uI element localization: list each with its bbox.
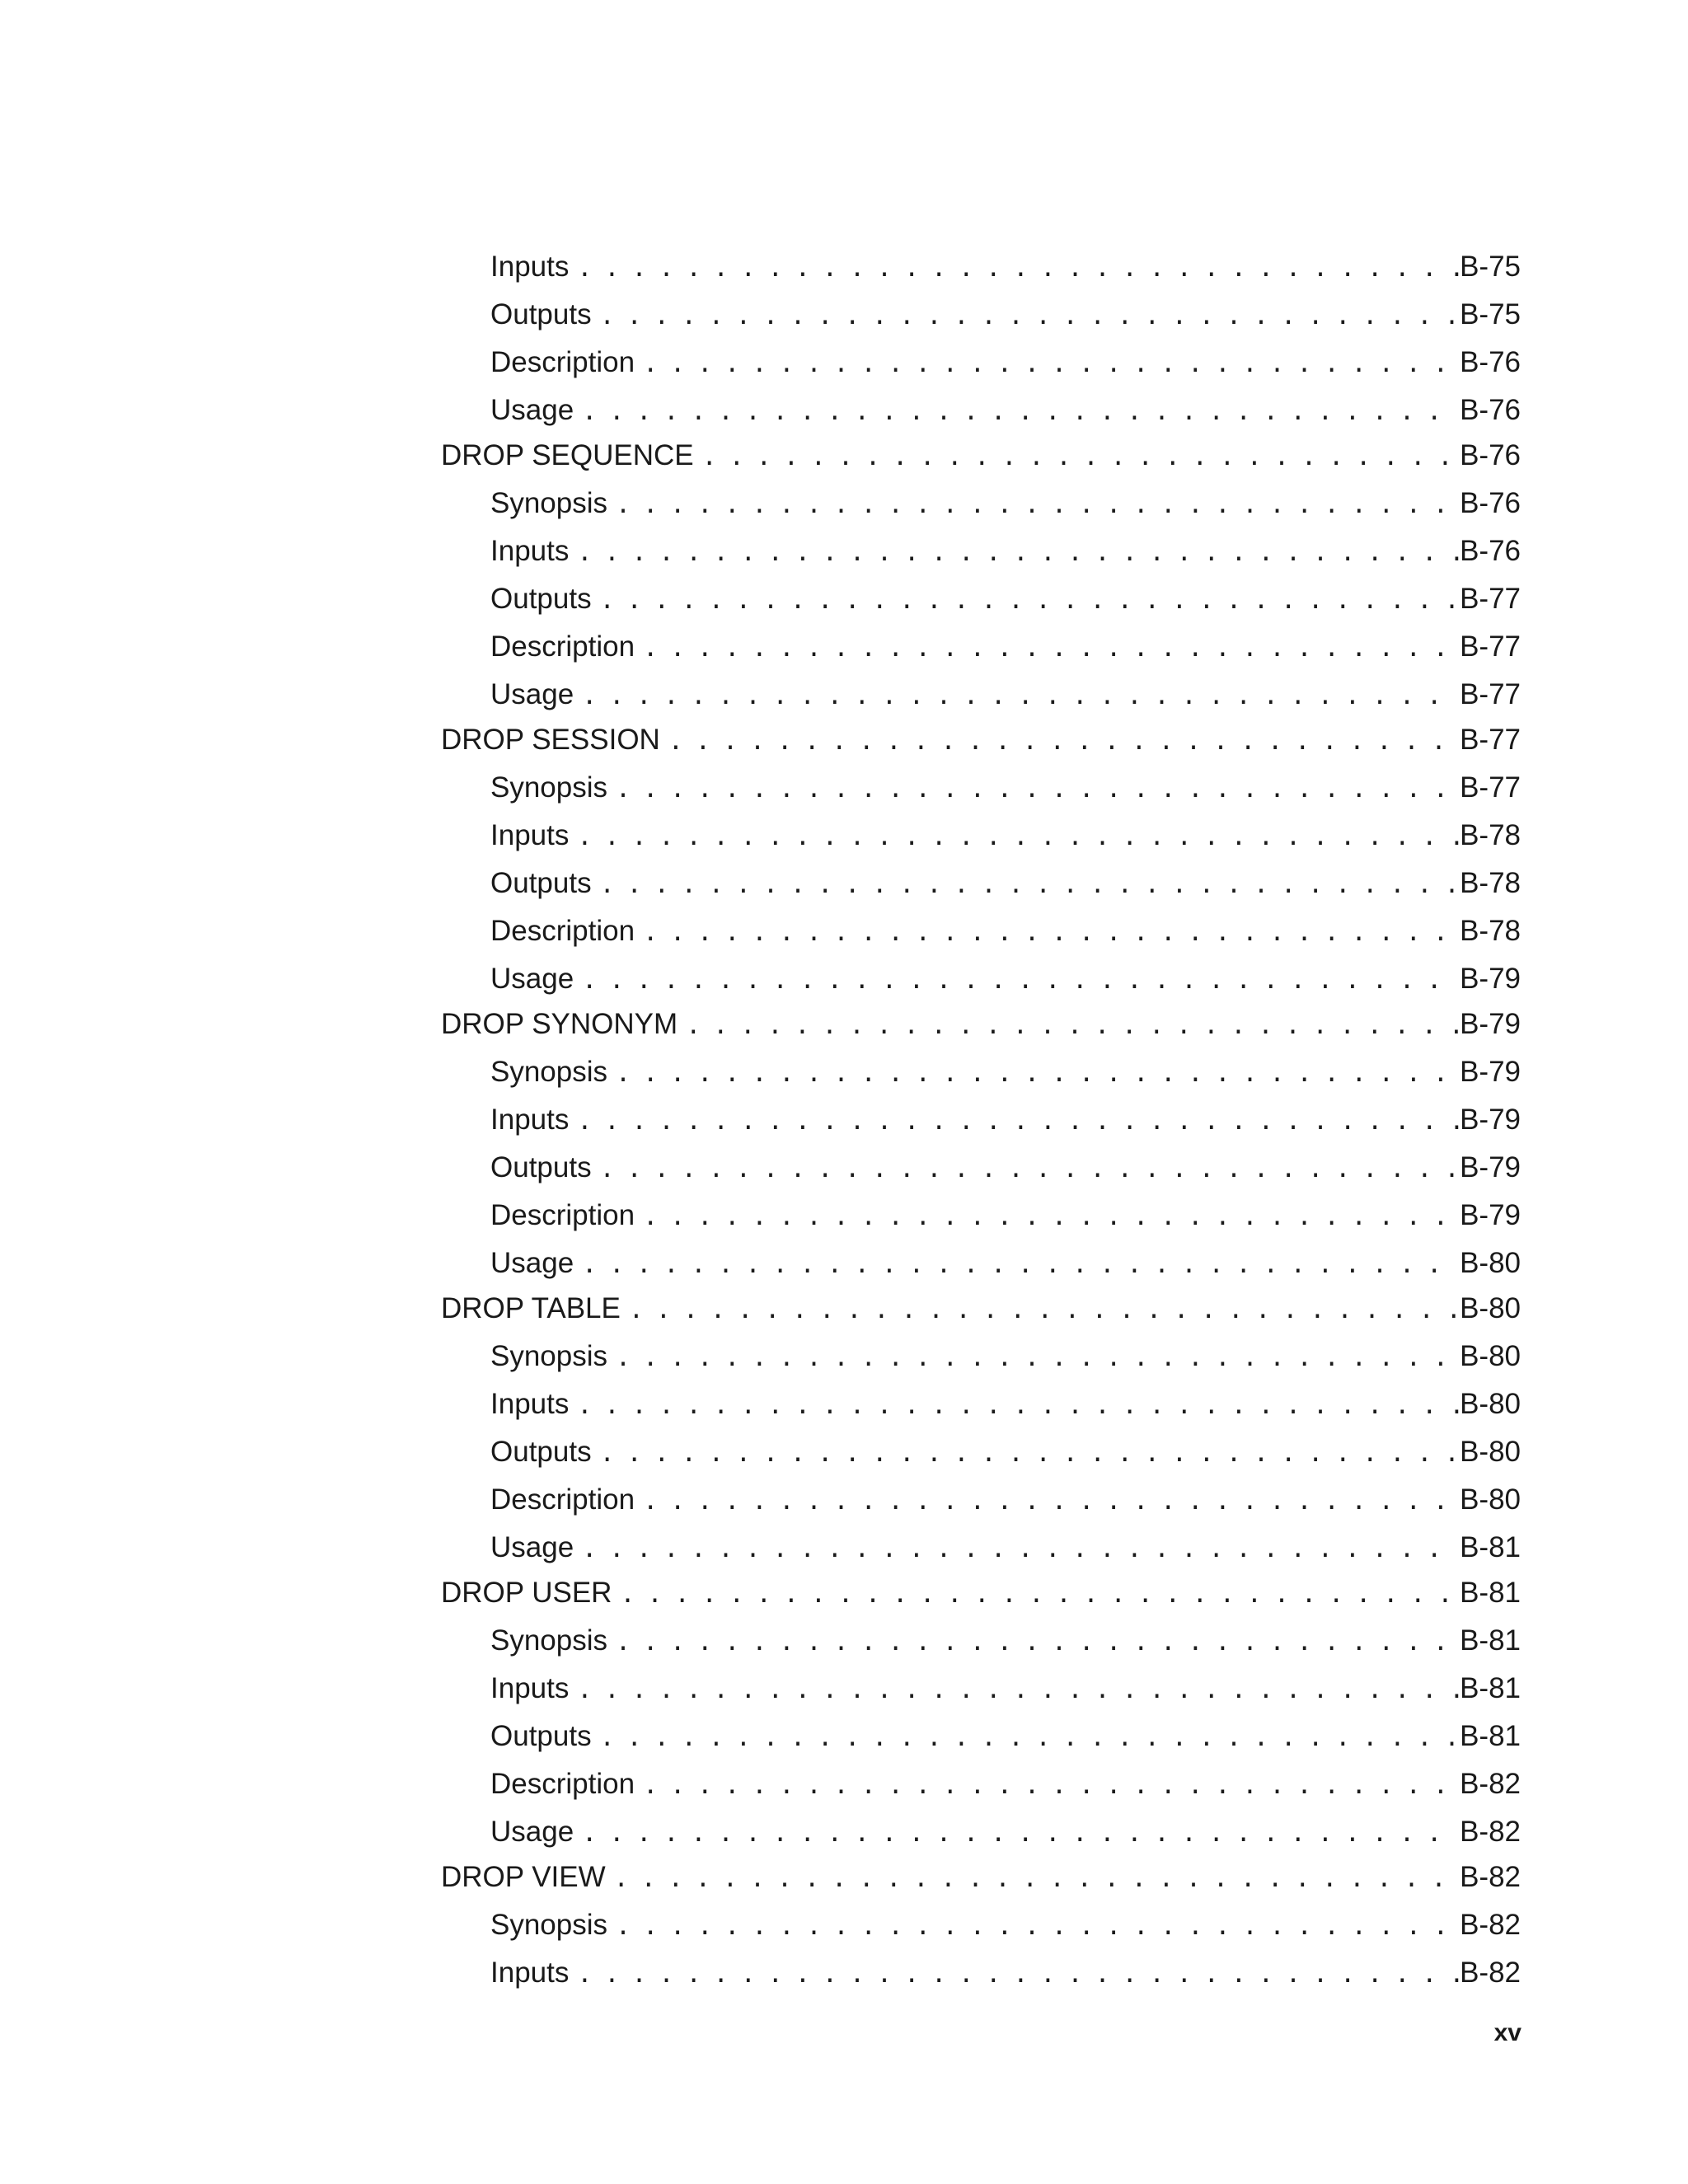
toc-entry-page: B-81 (1460, 1624, 1521, 1657)
toc-entry-label: Synopsis (490, 487, 608, 519)
toc-subsection-entry[interactable] (441, 1958, 1521, 1989)
dot-leader (577, 1960, 1460, 1989)
dot-leader (643, 1487, 1460, 1516)
toc-entry-page: B-82 (1460, 1957, 1521, 1989)
toc-entry-label: Description (490, 915, 635, 947)
dot-leader (600, 302, 1460, 330)
toc-entry-page: B-77 (1460, 583, 1521, 615)
toc-entry-page: B-80 (1460, 1483, 1521, 1516)
dot-leader (582, 397, 1460, 426)
dot-leader (616, 1343, 1460, 1372)
dot-leader (577, 254, 1460, 283)
dot-leader (702, 443, 1460, 471)
toc-section-entry[interactable] (441, 441, 1521, 471)
dot-leader (643, 918, 1460, 947)
dot-leader (616, 775, 1460, 804)
toc-entry-label: Synopsis (490, 1909, 608, 1941)
toc-entry-label: Outputs (490, 1720, 592, 1752)
toc-entry-label: Outputs (490, 1151, 592, 1183)
toc-subsection-entry[interactable] (441, 964, 1521, 995)
toc-entry-label: Synopsis (490, 1056, 608, 1088)
dot-leader (643, 634, 1460, 663)
toc-entry-label: DROP VIEW (441, 1861, 606, 1893)
toc-entry-label: Inputs (490, 1672, 570, 1704)
toc-entry-label: Inputs (490, 535, 570, 567)
toc-entry-label: Inputs (490, 1957, 570, 1989)
toc-entry-label: Usage (490, 963, 574, 995)
toc-subsection-entry[interactable] (441, 1153, 1521, 1183)
toc-entry-page: B-79 (1460, 1151, 1521, 1183)
toc-entry-label: Description (490, 346, 635, 378)
toc-subsection-entry[interactable] (441, 680, 1521, 710)
toc-entry-label: Synopsis (490, 771, 608, 804)
page-number: xv (1493, 2019, 1522, 2046)
dot-leader (582, 966, 1460, 995)
toc-subsection-entry[interactable] (441, 1485, 1521, 1516)
toc-subsection-entry[interactable] (441, 1390, 1521, 1420)
toc-subsection-entry[interactable] (441, 252, 1521, 283)
toc-section-entry[interactable] (441, 1294, 1521, 1324)
toc-entry-page: B-81 (1460, 1577, 1521, 1609)
table-of-contents (441, 235, 1521, 1989)
toc-subsection-entry[interactable] (441, 821, 1521, 851)
toc-subsection-entry[interactable] (441, 1674, 1521, 1704)
toc-section-entry[interactable] (441, 1578, 1521, 1609)
toc-entry-page: B-80 (1460, 1388, 1521, 1420)
toc-entry-page: B-77 (1460, 630, 1521, 663)
toc-entry-page: B-80 (1460, 1292, 1521, 1324)
toc-entry-page: B-76 (1460, 487, 1521, 519)
dot-leader (614, 1864, 1460, 1893)
toc-entry-page: B-79 (1460, 1199, 1521, 1231)
toc-subsection-entry[interactable] (441, 1437, 1521, 1468)
toc-entry-page: B-78 (1460, 867, 1521, 899)
toc-entry-page: B-79 (1460, 1008, 1521, 1040)
toc-entry-page: B-78 (1460, 819, 1521, 851)
toc-section-entry[interactable] (441, 1010, 1521, 1040)
dot-leader (582, 1250, 1460, 1279)
toc-entry-page: B-76 (1460, 394, 1521, 426)
toc-subsection-entry[interactable] (441, 1249, 1521, 1279)
toc-subsection-entry[interactable] (441, 1910, 1521, 1941)
toc-subsection-entry[interactable] (441, 1201, 1521, 1231)
toc-subsection-entry[interactable] (441, 1817, 1521, 1848)
dot-leader (620, 1580, 1460, 1609)
toc-entry-label: DROP TABLE (441, 1292, 621, 1324)
toc-subsection-entry[interactable] (441, 1769, 1521, 1800)
toc-subsection-entry[interactable] (441, 1722, 1521, 1752)
toc-entry-page: B-77 (1460, 678, 1521, 710)
dot-leader (616, 490, 1460, 519)
toc-entry-page: B-78 (1460, 915, 1521, 947)
toc-entry-page: B-80 (1460, 1340, 1521, 1372)
toc-entry-page: B-76 (1460, 346, 1521, 378)
dot-leader (600, 1155, 1460, 1183)
toc-entry-label: Outputs (490, 298, 592, 330)
toc-entry-page: B-81 (1460, 1720, 1521, 1752)
dot-leader (616, 1912, 1460, 1941)
dot-leader (582, 1535, 1460, 1563)
toc-entry-label: Usage (490, 1247, 574, 1279)
toc-entry-page: B-76 (1460, 439, 1521, 471)
dot-leader (686, 1011, 1460, 1040)
toc-subsection-entry[interactable] (441, 1342, 1521, 1372)
toc-subsection-entry[interactable] (441, 348, 1521, 378)
toc-entry-label: Outputs (490, 1436, 592, 1468)
toc-entry-label: Description (490, 1483, 635, 1516)
toc-entry-label: DROP USER (441, 1577, 612, 1609)
toc-subsection-entry[interactable] (441, 537, 1521, 567)
toc-subsection-entry[interactable] (441, 584, 1521, 615)
toc-entry-page: B-75 (1460, 298, 1521, 330)
toc-entry-page: B-79 (1460, 1056, 1521, 1088)
dot-leader (643, 1771, 1460, 1800)
toc-entry-page: B-77 (1460, 724, 1521, 756)
toc-entry-label: Inputs (490, 251, 570, 283)
toc-entry-page: B-80 (1460, 1247, 1521, 1279)
toc-entry-page: B-79 (1460, 963, 1521, 995)
toc-entry-label: Usage (490, 1816, 574, 1848)
toc-entry-label: Outputs (490, 867, 592, 899)
toc-subsection-entry[interactable] (441, 1057, 1521, 1088)
toc-entry-label: Synopsis (490, 1624, 608, 1657)
toc-subsection-entry[interactable] (441, 1533, 1521, 1563)
toc-entry-page: B-77 (1460, 771, 1521, 804)
toc-entry-label: Inputs (490, 819, 570, 851)
toc-entry-label: Inputs (490, 1104, 570, 1136)
dot-leader (600, 870, 1460, 899)
dot-leader (600, 1723, 1460, 1752)
toc-entry-page: B-82 (1460, 1909, 1521, 1941)
toc-subsection-entry[interactable] (441, 396, 1521, 426)
toc-entry-page: B-82 (1460, 1768, 1521, 1800)
toc-entry-label: Usage (490, 678, 574, 710)
toc-entry-label: Usage (490, 1531, 574, 1563)
toc-subsection-entry[interactable] (441, 1105, 1521, 1136)
dot-leader (577, 538, 1460, 567)
dot-leader (582, 1819, 1460, 1848)
dot-leader (600, 586, 1460, 615)
toc-entry-label: DROP SYNONYM (441, 1008, 678, 1040)
toc-subsection-entry[interactable] (441, 869, 1521, 899)
dot-leader (577, 1391, 1460, 1420)
toc-section-entry[interactable] (441, 725, 1521, 756)
toc-entry-label: Description (490, 1199, 635, 1231)
dot-leader (577, 1675, 1460, 1704)
dot-leader (600, 1439, 1460, 1468)
dot-leader (616, 1059, 1460, 1088)
toc-entry-label: DROP SEQUENCE (441, 439, 694, 471)
dot-leader (629, 1296, 1460, 1324)
dot-leader (582, 682, 1460, 710)
toc-subsection-entry[interactable] (441, 300, 1521, 330)
toc-subsection-entry[interactable] (441, 1626, 1521, 1657)
toc-entry-page: B-75 (1460, 251, 1521, 283)
toc-entry-label: DROP SESSION (441, 724, 660, 756)
dot-leader (577, 1107, 1460, 1136)
dot-leader (577, 823, 1460, 851)
toc-entry-page: B-80 (1460, 1436, 1521, 1468)
toc-entry-page: B-81 (1460, 1531, 1521, 1563)
toc-subsection-entry[interactable] (441, 916, 1521, 947)
toc-entry-label: Inputs (490, 1388, 570, 1420)
toc-entry-page: B-82 (1460, 1816, 1521, 1848)
toc-entry-label: Outputs (490, 583, 592, 615)
toc-entry-page: B-76 (1460, 535, 1521, 567)
dot-leader (616, 1628, 1460, 1657)
toc-subsection-entry[interactable] (441, 773, 1521, 804)
toc-section-entry[interactable] (441, 1863, 1521, 1893)
toc-entry-page: B-82 (1460, 1861, 1521, 1893)
toc-entry-page: B-81 (1460, 1672, 1521, 1704)
dot-leader (668, 727, 1460, 756)
toc-entry-label: Description (490, 630, 635, 663)
toc-entry-label: Usage (490, 394, 574, 426)
dot-leader (643, 349, 1460, 378)
toc-subsection-entry[interactable] (441, 632, 1521, 663)
dot-leader (643, 1202, 1460, 1231)
toc-entry-page: B-79 (1460, 1104, 1521, 1136)
toc-entry-label: Synopsis (490, 1340, 608, 1372)
toc-subsection-entry[interactable] (441, 489, 1521, 519)
toc-entry-label: Description (490, 1768, 635, 1800)
